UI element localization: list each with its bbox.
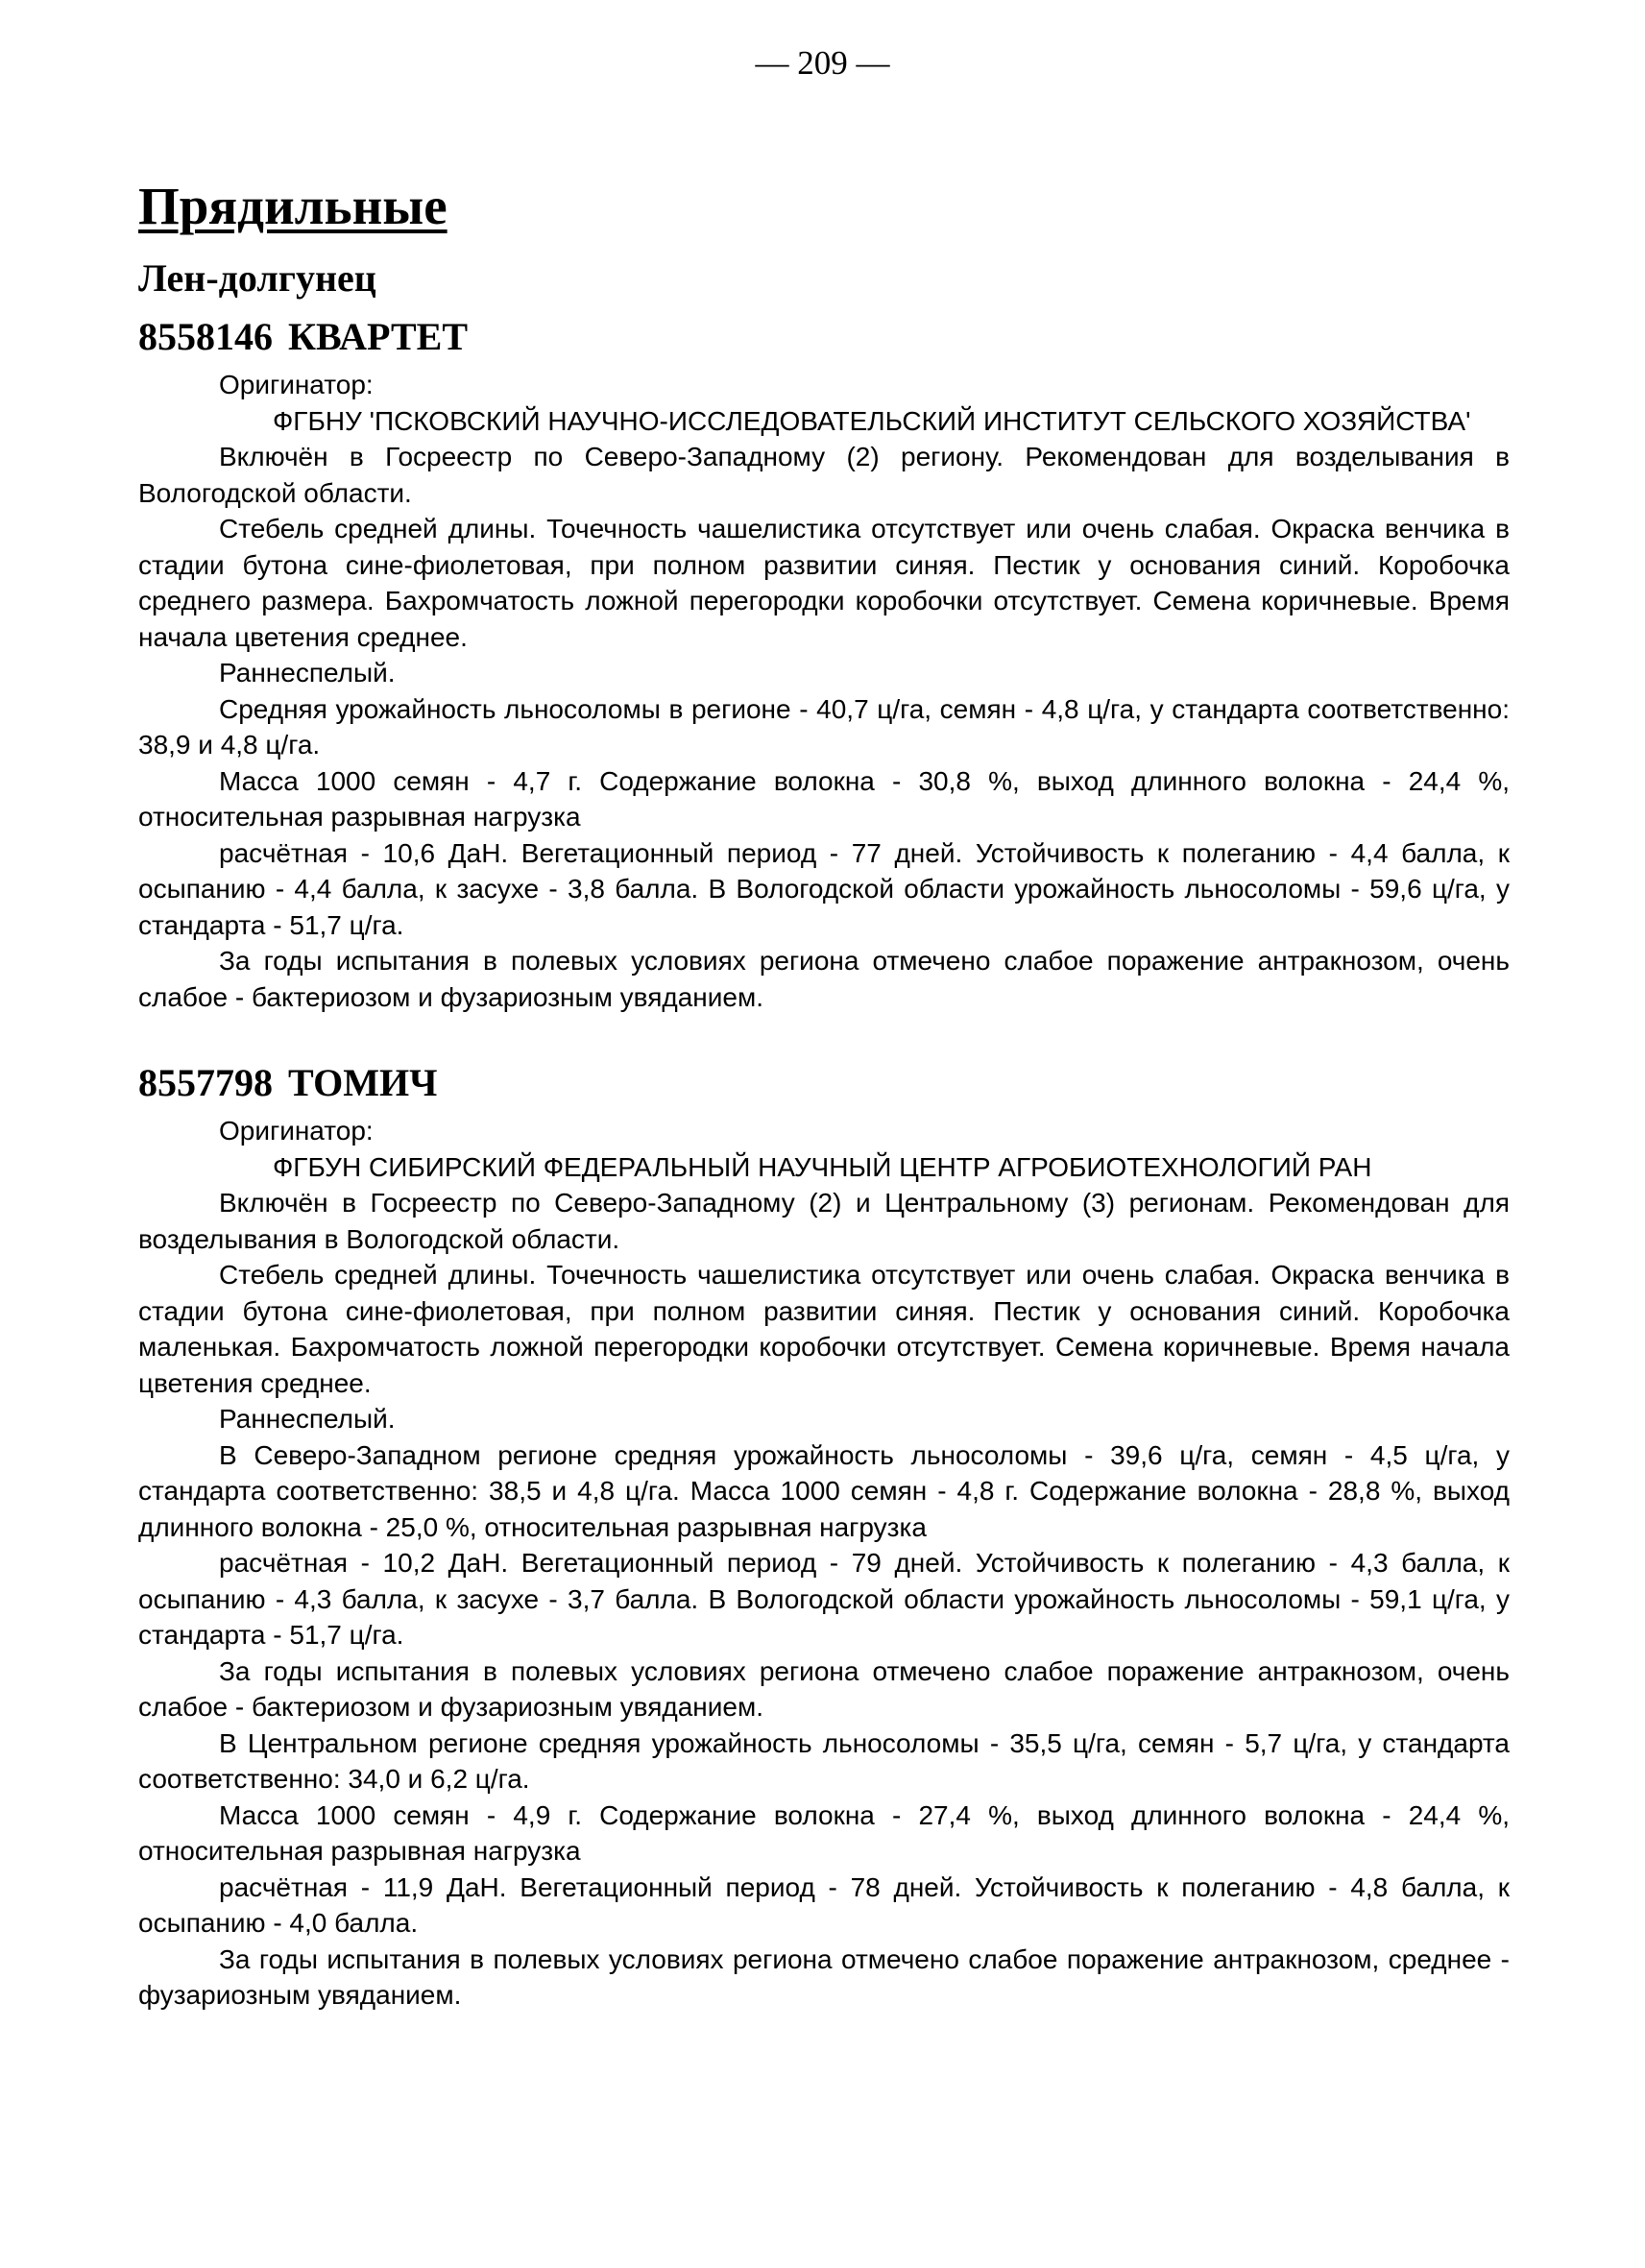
variety-code: 8557798 xyxy=(138,1061,273,1104)
variety-heading xyxy=(138,1059,1510,1107)
variety-paragraph: За годы испытания в полевых условиях региона отмечено слабое поражение антракнозом, среднее - фузариозным увяданием. xyxy=(138,1943,1510,2010)
variety-paragraph: Стебель средней длины. Точечность чашелистика отсутствует или очень слабая. Окраска венчика в стадии бутона сине-фиолетовая, при полном развитии синяя. Пестик у основания синий. Коробочка маленькая. Бахромчатость ложной перегородки коробочки отсутствует. Семена коричневые. Время начала цветения среднее. xyxy=(138,1260,1510,1398)
variety-paragraph: За годы испытания в полевых условиях региона отмечено слабое поражение антракнозом, очень слабое - бактериозом и фузариозным увяданием. xyxy=(138,946,1510,1012)
variety-paragraph: Раннеспелый. xyxy=(219,1404,396,1434)
originator-label: Оригинатор: xyxy=(219,370,374,399)
variety-paragraph: расчётная - 11,9 ДаН. Вегетационный период - 78 дней. Устойчивость к полеганию - 4,8 балла, к осыпанию - 4,0 балла. xyxy=(138,1871,1510,1938)
variety-paragraph: Масса 1000 семян - 4,9 г. Содержание волокна - 27,4 %, выход длинного волокна - 24,4 %, относительная разрывная нагрузка xyxy=(138,1799,1510,1866)
variety-name: КВАРТЕТ xyxy=(288,315,469,358)
originator-name: ФГБУН СИБИРСКИЙ ФЕДЕРАЛЬНЫЙ НАУЧНЫЙ ЦЕНТР АГРОБИОТЕХНОЛОГИЙ РАН xyxy=(273,1151,1372,1182)
originator-name: ФГБНУ 'ПСКОВСКИЙ НАУЧНО-ИССЛЕДОВАТЕЛЬСКИЙ ИНСТИТУТ СЕЛЬСКОГО ХОЗЯЙСТВА' xyxy=(273,405,1471,436)
variety-heading xyxy=(138,313,1510,361)
page-number: — 209 — xyxy=(755,44,890,82)
variety-paragraph: За годы испытания в полевых условиях региона отмечено слабое поражение антракнозом, очень слабое - бактериозом и фузариозным увяданием. xyxy=(138,1655,1510,1722)
variety-entry-kvartet xyxy=(138,313,1510,1015)
page-content xyxy=(138,173,1510,2058)
variety-paragraph: Включён в Госреестр по Северо-Западному (2) и Центральному (3) регионам. Рекомендован для возделывания в Вологодской области. xyxy=(138,1188,1510,1254)
variety-paragraph: Средняя урожайность льносоломы в регионе - 40,7 ц/га, семян - 4,8 ц/га, у стандарта соответственно: 38,9 и 4,8 ц/га. xyxy=(138,693,1510,760)
variety-entry-tomich xyxy=(138,1059,1510,2014)
variety-name: ТОМИЧ xyxy=(288,1061,438,1104)
variety-paragraph: расчётная - 10,2 ДаН. Вегетационный период - 79 дней. Устойчивость к полеганию - 4,3 балла, к осыпанию - 4,3 балла, к засухе - 3,7 балла. В Вологодской области урожайность льносоломы - 59,1 ц/га, у стандарта - 51,7 ц/га. xyxy=(138,1548,1510,1650)
variety-paragraph: В Центральном регионе средняя урожайность льносоломы - 35,5 ц/га, семян - 5,7 ц/га, у стандарта соответственно: 34,0 и 6,2 ц/га. xyxy=(138,1727,1510,1794)
variety-paragraph: Стебель средней длины. Точечность чашелистика отсутствует или очень слабая. Окраска венчика в стадии бутона сине-фиолетовая, при полном развитии синяя. Пестик у основания синий. Коробочка среднего размера. Бахромчатость ложной перегородки коробочки отсутствует. Семена коричневые. Время начала цветения среднее. xyxy=(138,514,1510,652)
variety-paragraph: Включён в Госреестр по Северо-Западному (2) региону. Рекомендован для возделывания в Вологодской области. xyxy=(138,442,1510,508)
section-title: Прядильные xyxy=(138,177,448,235)
variety-code: 8558146 xyxy=(138,315,273,358)
variety-paragraph: Масса 1000 семян - 4,7 г. Содержание волокна - 30,8 %, выход длинного волокна - 24,4 %, относительная разрывная нагрузка xyxy=(138,765,1510,832)
subsection-title: Лен-долгунец xyxy=(138,256,376,300)
originator-label: Оригинатор: xyxy=(219,1116,374,1146)
variety-paragraph: Раннеспелый. xyxy=(219,658,396,688)
variety-paragraph: В Северо-Западном регионе средняя урожайность льносоломы - 39,6 ц/га, семян - 4,5 ц/га, у стандарта соответственно: 38,5 и 4,8 ц/га. Масса 1000 семян - 4,8 г. Содержание волокна - 28,8 %, выход длинного волокна - 25,0 %, относительная разрывная нагрузка xyxy=(138,1439,1510,1542)
variety-paragraph: расчётная - 10,6 ДаН. Вегетационный период - 77 дней. Устойчивость к полеганию - 4,4 балла, к осыпанию - 4,4 балла, к засухе - 3,8 балла. В Вологодской области урожайность льносоломы - 59,6 ц/га, у стандарта - 51,7 ц/га. xyxy=(138,837,1510,940)
